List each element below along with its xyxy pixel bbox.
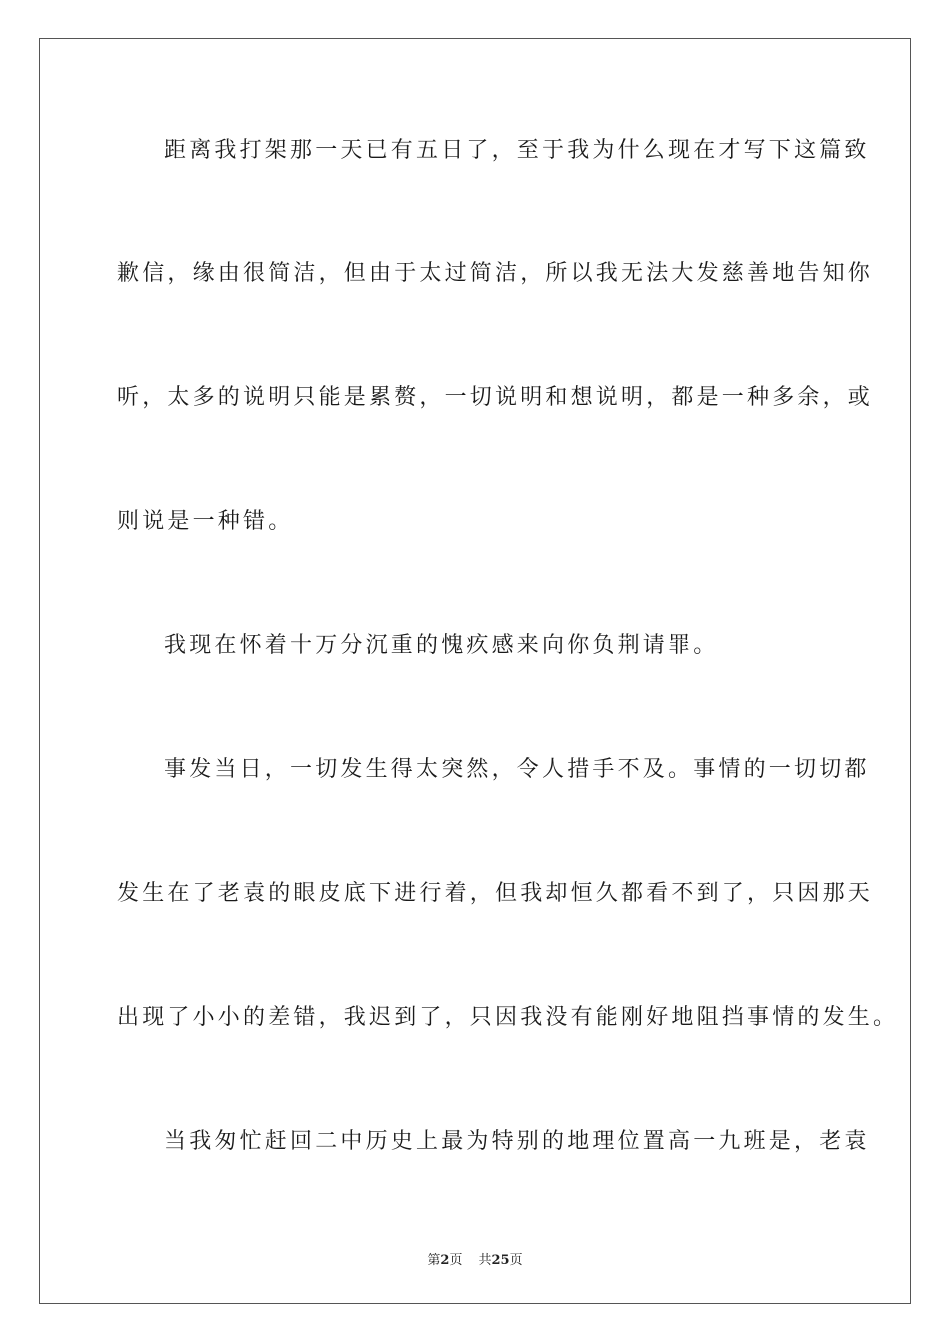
- paragraph-4-line-1: 当我匆忙赶回二中历史上最为特别的地理位置高一九班是，老袁: [164, 1129, 870, 1154]
- paragraph-1-line-2: 歉信，缘由很简洁，但由于太过简洁，所以我无法大发慈善地告知你: [117, 261, 874, 286]
- paragraph-1-line-3: 听，太多的说明只能是累赘，一切说明和想说明，都是一种多余，或: [117, 385, 874, 410]
- total-suffix: 页: [509, 1253, 523, 1268]
- page-border: [39, 38, 911, 1304]
- page-footer: [0, 1249, 950, 1268]
- paragraph-2-line-1: 我现在怀着十万分沉重的愧疚感来向你负荆请罪。: [164, 633, 719, 658]
- page-suffix: 页: [449, 1253, 463, 1268]
- total-pages: 25: [491, 1253, 510, 1268]
- paragraph-3-line-2: 发生在了老袁的眼皮底下进行着，但我却恒久都看不到了，只因那天: [117, 881, 874, 906]
- paragraph-1-line-1: 距离我打架那一天已有五日了，至于我为什么现在才写下这篇致: [164, 138, 870, 163]
- page-number: 2: [440, 1253, 450, 1268]
- total-prefix: 共: [478, 1253, 492, 1268]
- paragraph-3-line-3: 出现了小小的差错，我迟到了，只因我没有能刚好地阻挡事情的发生。: [117, 1005, 899, 1030]
- paragraph-3-line-1: 事发当日，一切发生得太突然，令人措手不及。事情的一切切都: [164, 757, 870, 782]
- page-prefix: 第: [427, 1253, 441, 1268]
- paragraph-1-line-4: 则说是一种错。: [117, 509, 294, 534]
